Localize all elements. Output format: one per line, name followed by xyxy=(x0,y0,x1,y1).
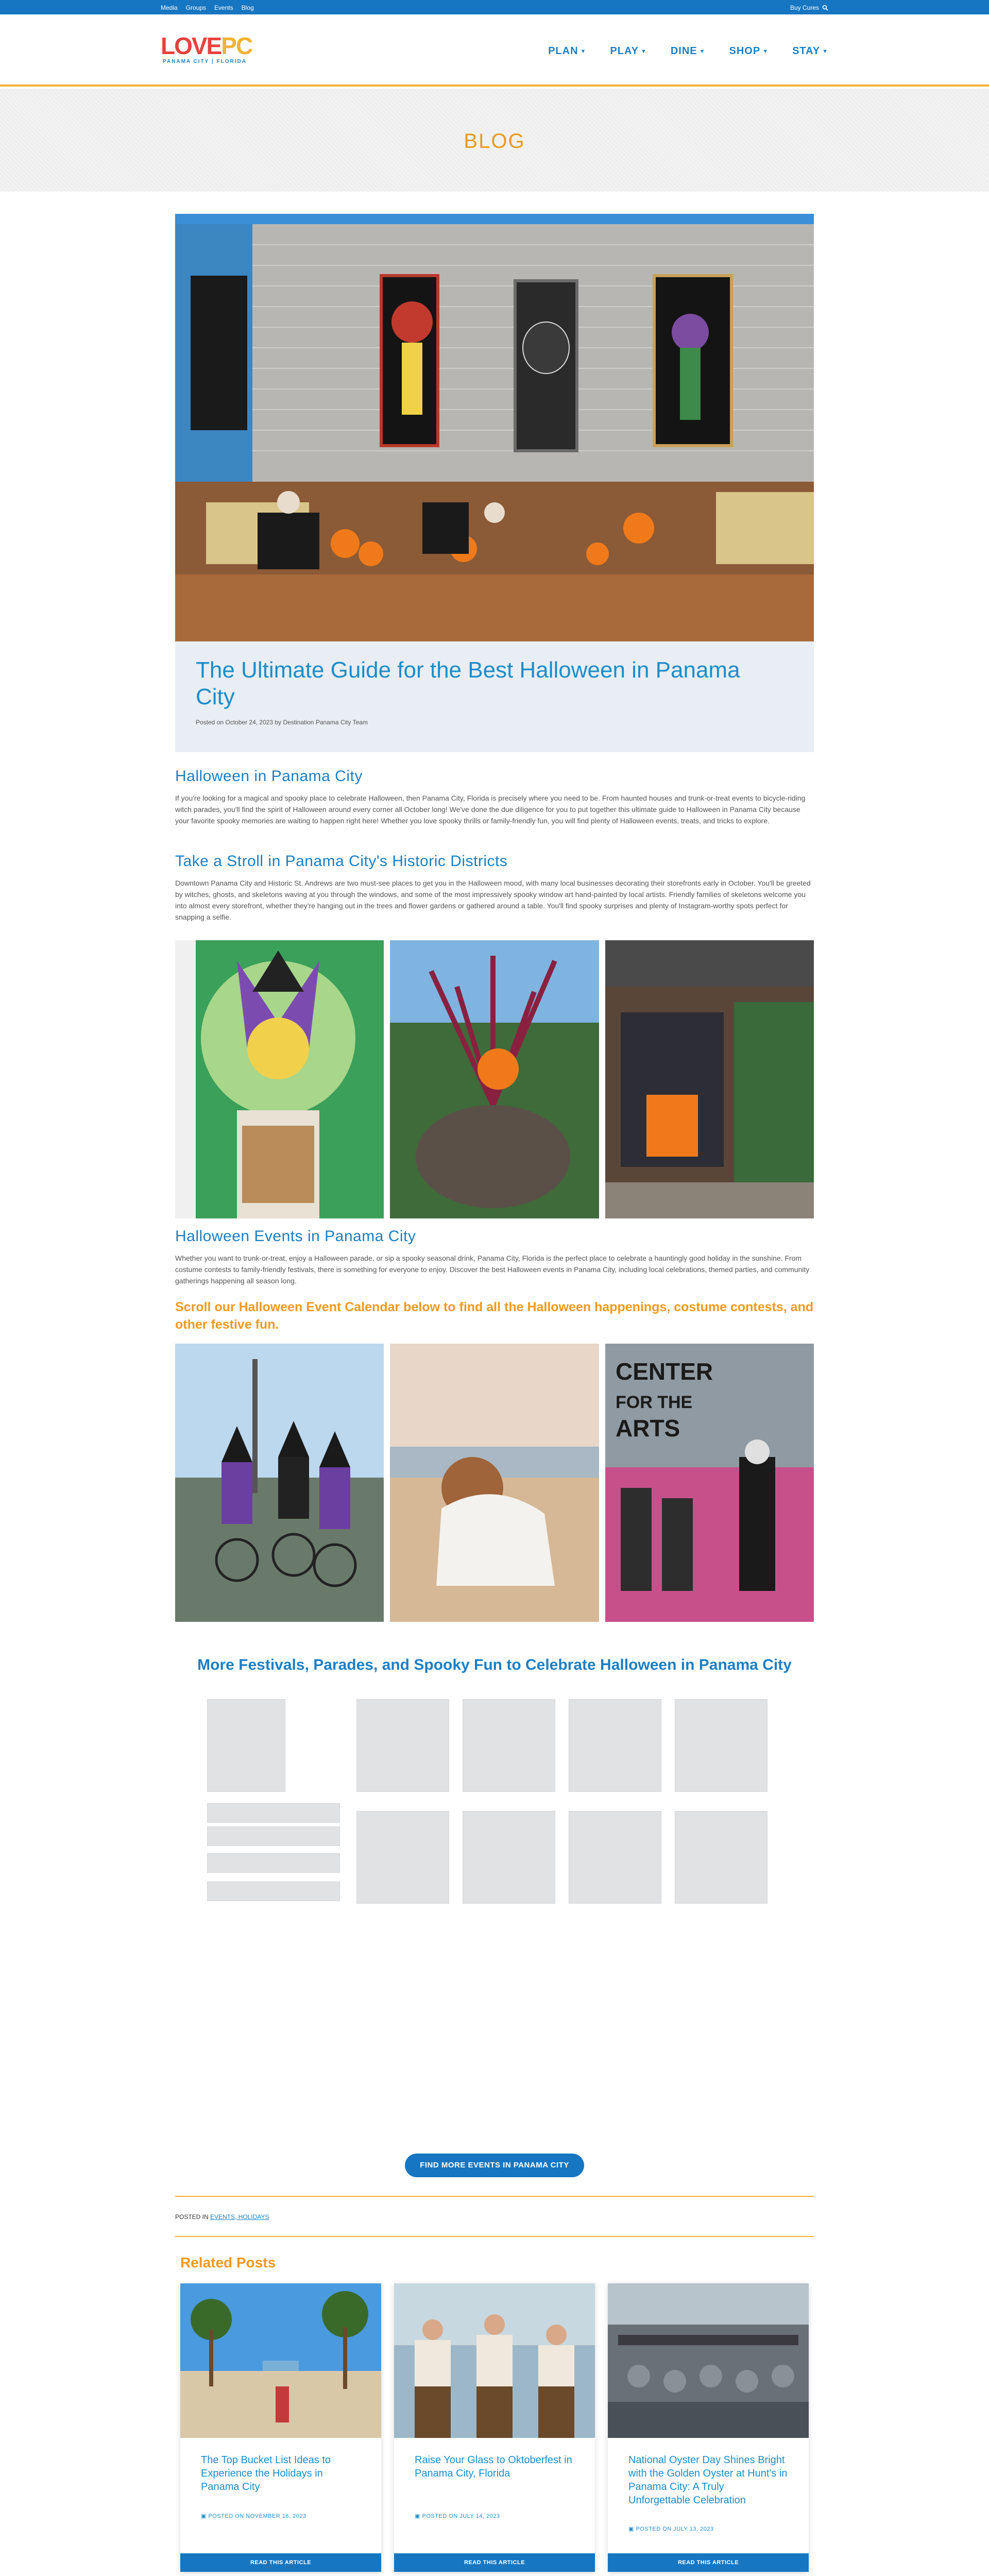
calendar-icon: ▣ xyxy=(628,2526,636,2532)
related-card-date xyxy=(201,2513,306,2519)
caret-down-icon: ▼ xyxy=(762,48,769,55)
search-icon[interactable] xyxy=(822,5,828,11)
main-nav xyxy=(548,45,828,57)
event-placeholder xyxy=(207,1826,340,1846)
related-card[interactable] xyxy=(180,2283,381,2572)
event-placeholder xyxy=(207,1853,340,1873)
nav-dine[interactable] xyxy=(671,45,706,57)
related-card[interactable] xyxy=(394,2283,595,2572)
read-article-button[interactable]: READ THIS ARTICLE xyxy=(608,2553,809,2572)
related-card-title[interactable]: The Top Bucket List Ideas to Experience the Holidays in Panama City xyxy=(201,2454,331,2493)
logo-love: LOVE xyxy=(161,32,221,59)
nav-shop-label: SHOP xyxy=(729,45,761,57)
site-logo[interactable] xyxy=(161,32,252,69)
read-article-button[interactable]: READ THIS ARTICLE xyxy=(394,2553,595,2572)
utility-link-blog[interactable]: Blog xyxy=(241,4,254,11)
posted-in xyxy=(175,2213,269,2221)
calendar-icon: ▣ xyxy=(415,2513,422,2519)
nav-play-label: PLAY xyxy=(610,45,639,57)
related-posts-heading: Related Posts xyxy=(180,2255,276,2270)
utility-link-events[interactable]: Events xyxy=(214,4,233,11)
divider xyxy=(175,2196,814,2197)
category-links[interactable]: EVENTS, HOLIDAYS xyxy=(210,2213,269,2221)
find-more-events-button[interactable]: FIND MORE EVENTS IN PANAMA CITY xyxy=(405,2154,584,2177)
photo-pumpkin-planter xyxy=(390,940,599,1218)
event-placeholder xyxy=(569,1699,661,1792)
utility-link-media[interactable]: Media xyxy=(161,4,178,11)
posted-in-label: POSTED IN xyxy=(175,2213,209,2221)
nav-stay-label: STAY xyxy=(792,45,821,57)
photo-storefront xyxy=(605,940,814,1218)
nav-dine-label: DINE xyxy=(670,45,697,57)
utility-link-groups[interactable]: Groups xyxy=(185,4,207,11)
related-card-title[interactable]: National Oyster Day Shines Bright with the Golden Oyster at Hunt's in Panama City: A Truly Unforgettable Celebration xyxy=(628,2454,788,2506)
caret-down-icon: ▼ xyxy=(699,48,706,55)
festivals-heading: More Festivals, Parades, and Spooky Fun to Celebrate Halloween in Panama City xyxy=(197,1656,792,1673)
photo-dog-ghost-beach xyxy=(390,1344,599,1622)
hero-image xyxy=(175,214,814,641)
utility-links xyxy=(161,4,254,11)
read-article-button[interactable]: READ THIS ARTICLE xyxy=(180,2553,381,2572)
related-card-date-text: POSTED ON JULY 14, 2023 xyxy=(422,2513,500,2519)
section-text-events: Whether you want to trunk-or-treat, enjoy a Halloween parade, or sip a spooky seasonal drink, Panama City, Florida is the perfect place to celebrate a hauntingly good holiday in the sunshine. From costume contests to family-friendly festivals, there is something for everyone to enjoy. Discover the best Halloween events in Panama City, including local celebrations, themed parties, and community gatherings happening all season long. xyxy=(175,1254,810,1285)
section-heading-events: Halloween Events in Panama City xyxy=(175,1228,416,1245)
photo-row-events xyxy=(175,1344,814,1622)
related-card-image xyxy=(608,2283,809,2438)
related-card-date-text: POSTED ON NOVEMBER 16, 2023 xyxy=(208,2513,306,2519)
caret-down-icon: ▼ xyxy=(580,48,587,55)
photo-owl-drink xyxy=(175,940,384,1218)
svg-text:FOR THE: FOR THE xyxy=(615,1393,692,1412)
event-placeholder xyxy=(356,1699,449,1792)
event-placeholder xyxy=(569,1811,661,1904)
site-header xyxy=(0,14,989,87)
section-heading-halloween: Halloween in Panama City xyxy=(175,768,363,785)
logo-tagline: PANAMA CITY | FLORIDA xyxy=(163,59,247,64)
photo-row-storefronts xyxy=(175,940,814,1218)
event-placeholder xyxy=(207,1882,340,1901)
section-heading-stroll: Take a Stroll in Panama City's Historic Districts xyxy=(175,853,508,870)
nav-stay[interactable] xyxy=(792,45,828,57)
event-placeholder xyxy=(675,1811,768,1904)
nav-plan-label: PLAN xyxy=(548,45,578,57)
logo-pc: PC xyxy=(221,32,252,59)
event-placeholder xyxy=(463,1811,555,1904)
related-card-image xyxy=(394,2283,595,2438)
section-text-stroll: Downtown Panama City and Historic St. Andrews are two must-see places to get you in the Halloween mood, with many local businesses decorating their storefronts early in October. You'll be greeted by witches, ghosts, and skeletons waving at you through the windows, and some of the most impressively spooky window art hand-painted by local artists. Friendly families of skeletons welcome you into almost every storefront, whether they're hanging out in the trees and flower gardens or gathered around a table. You'll find spooky surprises and plenty of Instagram-worthy spots perfect for snapping a selfie. xyxy=(175,879,811,921)
article-meta: Posted on October 24, 2023 by Destination Panama City Team xyxy=(196,719,368,726)
photo-center-for-arts xyxy=(605,1344,814,1622)
event-placeholder xyxy=(207,1699,285,1792)
blog-banner xyxy=(0,89,989,192)
hero-title-box xyxy=(175,641,814,752)
article-title: The Ultimate Guide for the Best Halloween in Panama City xyxy=(196,657,740,709)
caret-down-icon: ▼ xyxy=(822,48,828,55)
related-card-date xyxy=(628,2526,714,2532)
photo-witch-bikers xyxy=(175,1344,384,1622)
calendar-cta-text: Scroll our Halloween Event Calendar below to find all the Halloween happenings, costume contests, and other festive fun. xyxy=(175,1300,814,1332)
event-placeholder xyxy=(463,1699,555,1792)
event-placeholder xyxy=(207,1803,340,1823)
nav-shop[interactable] xyxy=(729,45,769,57)
related-card-date xyxy=(415,2513,500,2519)
event-placeholder xyxy=(356,1811,449,1904)
nav-play[interactable] xyxy=(610,45,646,57)
svg-text:CENTER: CENTER xyxy=(615,1358,713,1385)
buy-link[interactable]: Buy Cures xyxy=(790,4,819,11)
divider xyxy=(175,2236,814,2237)
section-text-halloween: If you're looking for a magical and spooky place to celebrate Halloween, then Panama City, Florida is precisely where you need to be. From haunted houses and trunk-or-treat events to bicycle-riding witch parades, you'll find the spirit of Halloween around every corner all October long! We've done the due diligence for you to put together this ultimate guide to Halloween in Panama City because your favorite spooky memories are waiting to happen right here! Whether you love spooky thrills or family-friendly fun, you will find plenty of Halloween events, treats, and tricks to explore. xyxy=(175,794,806,825)
related-card-image xyxy=(180,2283,381,2438)
utility-bar xyxy=(0,0,989,14)
calendar-icon: ▣ xyxy=(201,2513,209,2519)
related-card[interactable] xyxy=(608,2283,809,2572)
related-card-date-text: POSTED ON JULY 13, 2023 xyxy=(636,2526,714,2532)
event-placeholder xyxy=(675,1699,768,1792)
nav-plan[interactable] xyxy=(548,45,586,57)
caret-down-icon: ▼ xyxy=(640,48,647,55)
related-card-title[interactable]: Raise Your Glass to Oktoberfest in Panama City, Florida xyxy=(415,2454,572,2479)
svg-text:ARTS: ARTS xyxy=(615,1415,680,1442)
page-title: BLOG xyxy=(464,130,525,152)
